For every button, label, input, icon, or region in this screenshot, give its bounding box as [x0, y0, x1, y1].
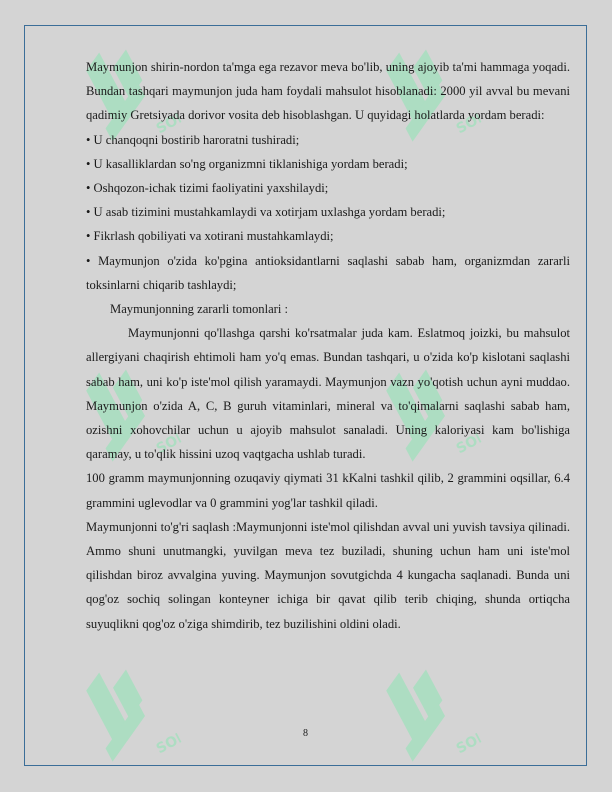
svg-text:SOFT: SOFT	[153, 723, 187, 758]
soft-logo-watermark-icon	[364, 654, 486, 766]
page-number: 8	[303, 728, 308, 739]
benefit-item: • U asab tizimini mustahkamlaydi va xotirjam uxlashga yordam beradi;	[86, 205, 446, 220]
svg-text:SOFT: SOFT	[153, 103, 187, 138]
svg-text:SOFT: SOFT	[453, 723, 487, 758]
document-body	[86, 55, 570, 636]
intro-paragraph: Maymunjon shirin-nordon ta'mga ega rezavor meva bo'lib, uning ajoyib ta'mi hammaga yoqadi. Bundan tashqari maymunjon juda ham foydali mahsulot hisoblanadi: 2000 yil avval bu mevani qadimiy Gretsiyada dorivor vosita deb hisoblashgan. U quyidagi holatlarda yordam beradi:	[86, 60, 570, 123]
nutrition-paragraph: 100 gramm maymunjonning ozuqaviy qiymati 31 kKalni tashkil qilib, 2 grammini oqsillar, 6.4 grammini uglevodlar va 0 grammini yog'lar tashkil qiladi.	[86, 471, 570, 510]
page-frame	[24, 25, 587, 766]
benefit-item: • Oshqozon-ichak tizimi faoliyatini yaxshilaydi;	[86, 181, 329, 196]
section-heading: Maymunjonning zararli tomonlari :	[110, 302, 289, 317]
storage-paragraph: Maymunjonni to'g'ri saqlash :Maymunjonni iste'mol qilishdan avval uni yuvish tavsiya qilinadi. Ammo shuni unutmangki, yuvilgan meva tez buziladi, shuning uchun ham uni iste'mol qilishdan biroz avvalgina yuving. Maymunjon sovutgichda 4 kungacha saqlanadi. Bunda uni qog'oz sochiq solingan konteyner ichiga bir qavat qilib terib chiqing, shunda ortiqcha suyuqlikni qog'oz o'ziga shimdirib, tez buzilishini oldini oladi.	[86, 519, 570, 631]
benefit-item: • U chanqoqni bostirib haroratni tushiradi;	[86, 132, 300, 147]
svg-text:SOFT: SOFT	[453, 423, 487, 458]
harms-paragraph: Maymunjonni qo'llashga qarshi ko'rsatmalar juda kam. Eslatmoq joizki, bu mahsulot allergiyani chaqirish ehtimoli ham yo'q emas. Bundan tashqari, u o'zida ko'p kislotani saqlashi sabab ham, uni ko'p iste'mol qilish yaramaydi. Maymunjon vazn yo'qotish uchun ayni muddao. Maymunjon o'zida A, C, B guruh vitaminlari, mineral va to'qimalarni saqlashi sabab ham, ozishni xohovchilar uchun u ajoyib mahsulot sanaladi. Uning kaloriyasi kam bo'lishiga qaramay, u to'qlik hissini uzoq vaqtgacha ushlab turadi.	[86, 326, 570, 462]
benefit-item: • Maymunjon o'zida ko'pgina antioksidantlarni saqlashi sabab ham, organizmdan zararli toksinlarni chiqarib tashlaydi;	[86, 253, 570, 292]
svg-text:SOFT: SOFT	[453, 103, 487, 138]
benefit-item: • Fikrlash qobiliyati va xotirani mustahkamlaydi;	[86, 229, 334, 244]
soft-logo-watermark-icon	[64, 654, 186, 766]
svg-text:SOFT: SOFT	[153, 423, 187, 458]
benefit-item: • U kasalliklardan so'ng organizmni tiklanishiga yordam beradi;	[86, 156, 408, 171]
